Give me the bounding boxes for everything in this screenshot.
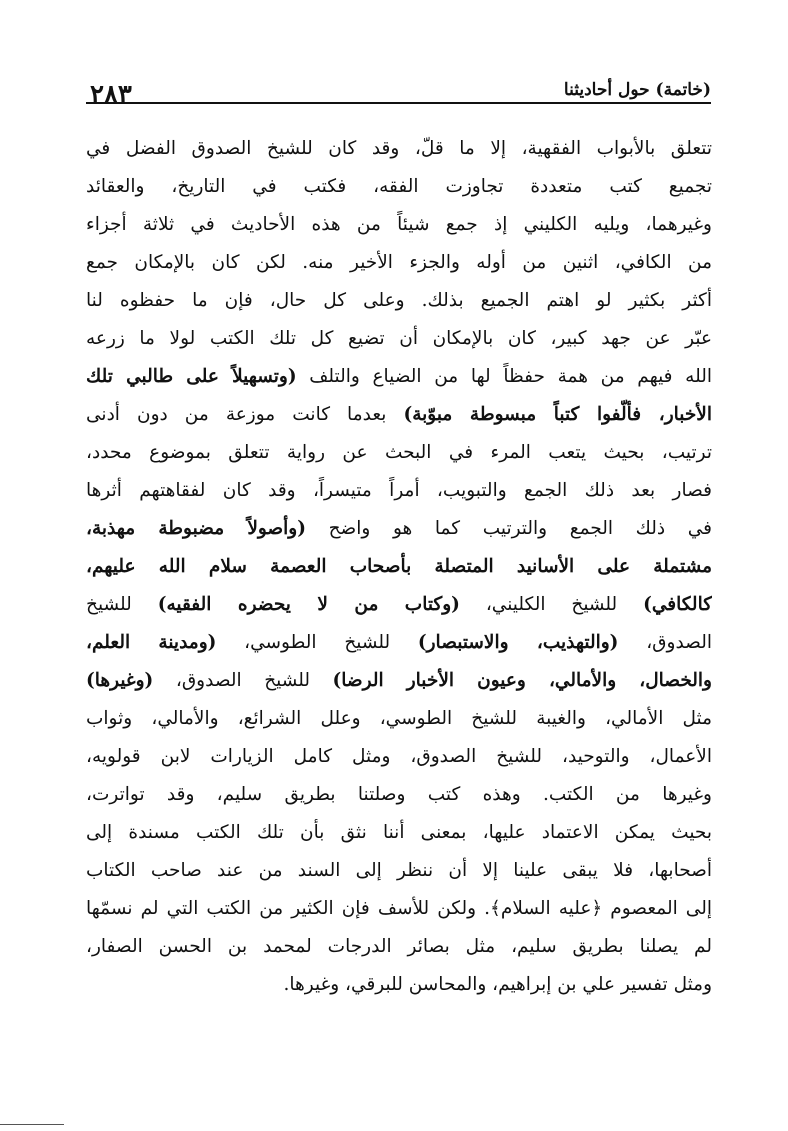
text-line bbox=[86, 244, 712, 282]
text-line bbox=[86, 700, 712, 738]
text-line bbox=[86, 434, 712, 472]
text-run: للشيخ bbox=[86, 594, 158, 615]
text-line bbox=[86, 738, 712, 776]
text-run: وغيرها من الكتب. وهذه كتب وصلتنا بطريق سليم، وقد تواترت، bbox=[86, 784, 712, 805]
text-run: تجميع كتب متعددة تجاوزت الفقه، فكتب في التاريخ، والعقائد bbox=[86, 176, 712, 197]
text-line bbox=[86, 472, 712, 510]
text-run: أصحابها، فلا يبقى علينا إلا أن ننظر إلى السند من عند صاحب الكتاب bbox=[86, 860, 712, 881]
text-line bbox=[86, 168, 712, 206]
bold-quote: مشتملة على الأسانيد المتصلة بأصحاب العصمة سلام الله عليهم، bbox=[86, 556, 712, 577]
bold-quote: (وأصولاً مضبوطة مهذبة، bbox=[86, 518, 306, 539]
text-line bbox=[86, 130, 712, 168]
footnote-rule bbox=[0, 1124, 64, 1125]
text-line bbox=[86, 624, 712, 662]
text-line bbox=[86, 928, 712, 966]
text-run: لم يصلنا بطريق سليم، مثل بصائر الدرجات لمحمد بن الحسن الصفار، bbox=[86, 936, 712, 957]
bold-quote: (ومدينة العلم، bbox=[86, 632, 217, 653]
text-run: إلى المعصوم ﴿عليه السلام﴾. ولكن للأسف فإن الكثير من الكتب التي لم نسمّها bbox=[86, 898, 712, 919]
bold-quote: الأخبار، فألّفوا كتباً مبسوطة مبوّبة) bbox=[403, 404, 712, 425]
page-number: ٢٨٣ bbox=[90, 80, 132, 110]
text-line bbox=[86, 396, 712, 434]
bold-quote: (وغيرها) bbox=[86, 670, 154, 691]
text-line bbox=[86, 852, 712, 890]
text-run: أكثر بكثير لو اهتم الجميع بذلك. وعلى كل حال، فإن ما حفظوه لنا bbox=[86, 290, 712, 311]
text-run: ترتيب، بحيث يتعب المرء في البحث عن رواية تتعلق بموضوع محدد، bbox=[86, 442, 712, 463]
text-line bbox=[86, 814, 712, 852]
bold-quote: (وتسهيلاً على طالبي تلك bbox=[86, 366, 297, 387]
text-line bbox=[86, 320, 712, 358]
text-run: ومثل تفسير علي بن إبراهيم، والمحاسن للبرقي، وغيرها. bbox=[283, 974, 712, 995]
text-line bbox=[86, 662, 712, 700]
bold-quote: (وكتاب من لا يحضره الفقيه) bbox=[157, 594, 460, 615]
text-line bbox=[86, 206, 712, 244]
text-line bbox=[86, 966, 712, 1004]
text-run: في ذلك الجمع والترتيب كما هو واضح bbox=[305, 518, 712, 539]
text-run: الله فيهم من همة حفظاً لها من الضياع والتلف bbox=[296, 366, 712, 387]
text-run: وغيرهما، ويليه الكليني إذ جمع شيئاً من هذه الأحاديث في ثلاثة أجزاء bbox=[86, 214, 712, 235]
text-line bbox=[86, 358, 712, 396]
text-run: تتعلق بالأبواب الفقهية، إلا ما قلّ، وقد كان للشيخ الصدوق الفضل في bbox=[86, 138, 712, 159]
text-run: الأعمال، والتوحيد، للشيخ الصدوق، ومثل كامل الزيارات لابن قولويه، bbox=[86, 746, 712, 767]
text-line bbox=[86, 586, 712, 624]
body-text bbox=[86, 130, 712, 1004]
text-line bbox=[86, 776, 712, 814]
text-run: للشيخ الكليني، bbox=[459, 594, 644, 615]
text-line bbox=[86, 548, 712, 586]
header-rule bbox=[86, 102, 711, 104]
text-run: بعدما كانت موزعة من دون أدنى bbox=[86, 404, 404, 425]
text-run: عبّر عن جهد كبير، كان بالإمكان أن تضيع كل تلك الكتب لولا ما زرعه bbox=[86, 328, 712, 349]
text-line bbox=[86, 890, 712, 928]
text-run: للشيخ الصدوق، bbox=[153, 670, 333, 691]
text-run: من الكافي، اثنين من أوله والجزء الأخير منه. لكن كان بالإمكان جمع bbox=[86, 252, 712, 273]
text-run: فصار بعد ذلك الجمع والتبويب، أمراً متيسراً، وقد كان لفقاهتهم أثرها bbox=[86, 480, 712, 501]
text-line bbox=[86, 282, 712, 320]
running-title: (خاتمة) حول أحاديثنا bbox=[563, 80, 711, 100]
bold-quote: كالكافي) bbox=[643, 594, 712, 615]
text-run: بحيث يمكن الاعتماد عليها، بمعنى أننا نثق بأن تلك الكتب مسندة إلى bbox=[86, 822, 712, 843]
text-run: للشيخ الطوسي، bbox=[216, 632, 418, 653]
bold-quote: والخصال، والأمالي، وعيون الأخبار الرضا) bbox=[332, 670, 712, 691]
text-run: مثل الأمالي، والغيبة للشيخ الطوسي، وعلل الشرائع، والأمالي، وثواب bbox=[86, 708, 712, 729]
text-run: الصدوق، bbox=[618, 632, 712, 653]
bold-quote: (والتهذيب، والاستبصار) bbox=[417, 632, 619, 653]
text-line bbox=[86, 510, 712, 548]
